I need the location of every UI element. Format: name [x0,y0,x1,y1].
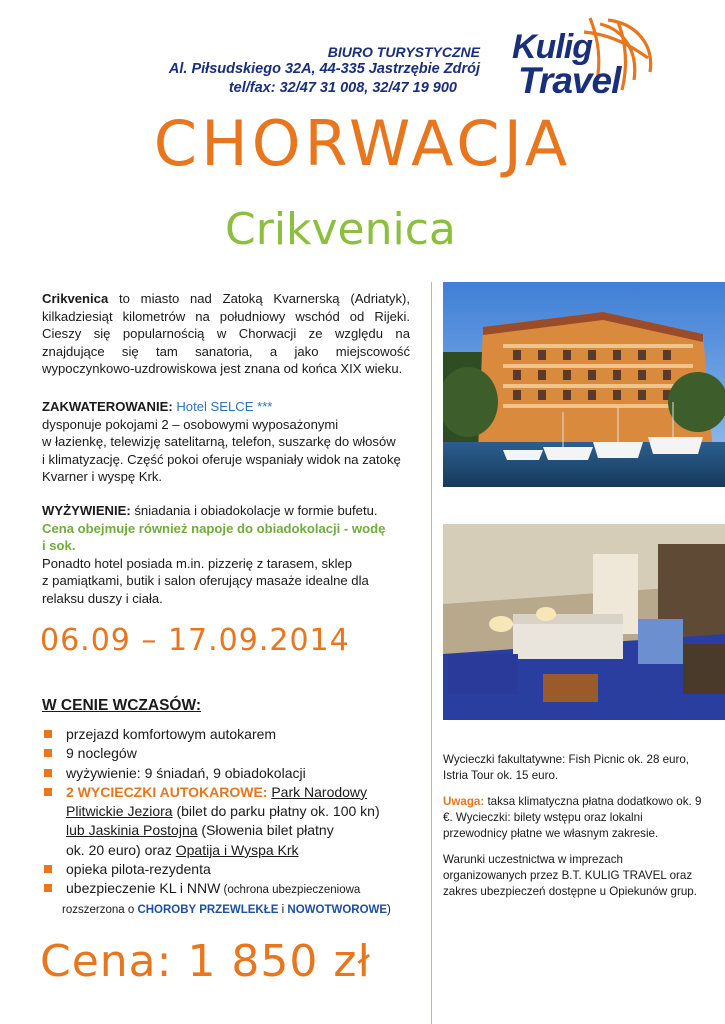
kulig-travel-logo [488,14,658,104]
insurance-note: rozszerzona o [62,903,138,916]
accommodation-line: Kvarner i wyspę Krk. [42,469,163,485]
hotel-name: Hotel SELCE *** [176,399,273,414]
country-title: CHORWACJA [153,107,572,180]
cancer-diseases: NOWOTWOROWE [287,903,388,916]
city-title: Crikvenica [225,204,456,255]
bullet-icon [44,865,52,873]
trip-dates: 06.09 – 17.09.2014 [40,623,350,658]
hotel-exterior-photo [443,282,725,487]
bullet-icon [44,788,52,796]
board-section [42,502,410,608]
park-link[interactable]: Park Narodowy [271,783,368,800]
intro-lead: Crikvenica [42,291,109,306]
list-item-text: ok. 20 euro) oraz [66,841,176,858]
list-item-text: (Słowenia bilet płatny [197,822,334,839]
agency-address: Al. Piłsudskiego 32A, 44-335 Jastrzębie Zdrój [168,61,480,77]
list-item-text: (bilet do parku płatny ok. 100 kn) [172,803,380,820]
warning-text: taksa klimatyczna płatna dodatkowo ok. 9 €. Wycieczki: bilety wstępu oraz lokalni przewodnicy płatne we własnym zakresie. [443,795,702,840]
list-item [42,764,432,783]
included-heading: W CENIE WCZASÓW: [42,697,202,714]
conditions-note: Warunki uczestnictwa w imprezach organizowanych przez B.T. KULIG TRAVEL oraz zakres ubezpieczeń dostępne u Opiekunów grup. [443,853,697,898]
board-label: WYŻYWIENIE: [42,503,131,518]
board-line: Ponadto hotel posiada m.in. pizzerię z tarasem, sklep [42,555,353,571]
excursions-label: 2 WYCIECZKI AUTOKAROWE: [66,783,268,800]
opatija-link[interactable]: Opatija i Wyspa Krk [175,841,299,858]
list-item-continuation [42,821,432,840]
list-item-text: przejazd komfortowym autokarem [66,726,277,742]
bullet-icon [44,884,52,892]
list-item [42,783,432,802]
board-drinks-note: i sok. [42,538,76,554]
price: Cena: 1 850 zł [40,936,372,987]
board-line: relaksu duszy i ciała. [42,590,163,606]
postojna-link[interactable]: lub Jaskinia Postojna [66,822,198,839]
insurance-note: i [278,903,288,916]
agency-phone: tel/fax: 32/47 31 008, 32/47 19 900 [228,80,457,96]
bullet-icon [44,749,52,757]
logo-word-travel: Travel [518,60,621,101]
chronic-diseases: CHOROBY PRZEWLEKŁE [137,903,279,916]
accommodation-section [42,398,410,486]
list-item [42,860,432,879]
optional-excursions: Wycieczki fakultatywne: Fish Picnic ok. 28 euro, Istria Tour ok. 15 euro. [443,753,690,782]
intro-text: to miasto nad Zatoką Kvarnerską (Adriatyk), kilkadziesiąt kilometrów na południowy wschód od Rijeki. Cieszy się popularnością w Chorwacji ze względu na znajdujące się tam sanatoria, a jako miejscowość wypoczynkowo-uzdrowiskowa jest znana od końca XIX wieku. [42,291,410,377]
list-item [42,744,432,763]
list-item [42,725,432,744]
plitvice-link[interactable]: Plitwickie Jeziora [66,803,173,820]
warning-note [443,794,708,842]
list-item-text: wyżywienie: 9 śniadań, 9 obiadokolacji [66,764,306,781]
accommodation-line: dysponuje pokojami 2 – osobowymi wyposażonymi [42,416,339,432]
list-item-text: opieka pilota-rezydenta [66,861,211,878]
logo-word-kulig: Kulig [512,28,592,66]
additional-info [443,752,708,910]
list-item-text: 9 noclegów [66,745,137,762]
intro-paragraph [42,290,410,378]
accommodation-line: i klimatyzację. Część pokoi oferuje wspaniały widok na zatokę [42,451,401,467]
list-item [42,879,432,900]
board-text: śniadania i obiadokolacje w formie bufetu. [130,503,378,518]
insurance-note: (ochrona ubezpieczeniowa [220,884,361,897]
insurance-note: ) [387,903,391,916]
accommodation-line: w łazienkę, telewizję satelitarną, telefon, suszarkę do włosów [42,434,396,450]
board-drinks-note: Cena obejmuje również napoje do obiadokolacji - wodę [42,520,386,536]
list-item-continuation [42,841,432,860]
warning-label: Uwaga: [443,795,485,808]
hotel-room-photo [443,524,725,720]
bullet-icon [44,769,52,777]
list-item-continuation [42,901,432,920]
board-line: z pamiątkami, butik i salon oferujący masaże idealne dla [42,573,369,589]
agency-name: BIURO TURYSTYCZNE [327,44,480,60]
accommodation-label: ZAKWATEROWANIE: [42,399,173,414]
bullet-icon [44,730,52,738]
list-item-text: ubezpieczenie KL i NNW [66,880,221,897]
list-item-continuation [42,802,432,821]
included-list [42,725,432,920]
